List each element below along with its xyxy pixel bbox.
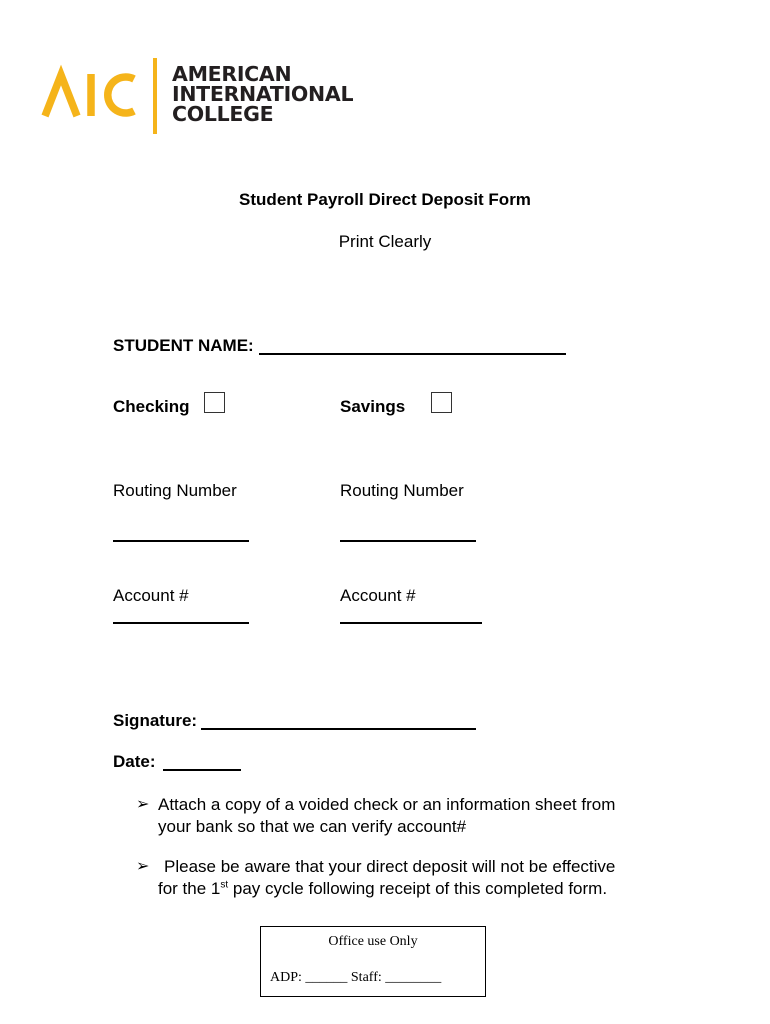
- arrow-bullet-icon: ➢: [136, 858, 150, 875]
- form-title: Student Payroll Direct Deposit Form: [239, 190, 531, 209]
- checking-checkbox[interactable]: [204, 392, 225, 413]
- savings-checkbox[interactable]: [431, 392, 452, 413]
- signature-field[interactable]: [201, 728, 476, 730]
- student-name-label: STUDENT NAME:: [113, 336, 254, 355]
- instruction-text: [158, 856, 658, 900]
- instruction-line: your bank so that we can verify account#: [158, 817, 467, 836]
- checking-account-label: Account #: [113, 586, 189, 605]
- logo-line-international: INTERNATIONAL: [172, 82, 354, 106]
- office-use-box: [260, 926, 486, 997]
- checking-routing-field[interactable]: [113, 540, 249, 542]
- savings-routing-field[interactable]: [340, 540, 476, 542]
- aic-logo-mark: [40, 58, 160, 134]
- form-subtitle: Print Clearly: [338, 232, 432, 251]
- checking-routing-label: Routing Number: [113, 481, 237, 500]
- instruction-text: [158, 794, 648, 838]
- instruction-fragment: for the 1: [158, 879, 221, 898]
- checking-label: Checking: [113, 397, 190, 416]
- office-use-title: Office use Only: [328, 934, 418, 949]
- date-label: Date:: [113, 752, 156, 771]
- logo-line-american: AMERICAN: [172, 62, 292, 86]
- savings-routing-label: Routing Number: [340, 481, 464, 500]
- date-field[interactable]: [163, 769, 241, 771]
- student-name-field[interactable]: [259, 353, 566, 355]
- instruction-fragment: pay cycle following receipt of this completed form.: [228, 879, 608, 898]
- instruction-line: Please be aware that your direct deposit will not be effective: [164, 857, 616, 876]
- arrow-bullet-icon: ➢: [136, 796, 150, 813]
- office-use-fields: ADP: ______ Staff: ________: [270, 970, 442, 985]
- signature-label: Signature:: [113, 711, 198, 730]
- checking-account-field[interactable]: [113, 622, 249, 624]
- ordinal-superscript: st: [220, 879, 229, 891]
- instruction-line: Attach a copy of a voided check or an information sheet from: [158, 795, 616, 814]
- instruction-line: [158, 878, 658, 900]
- savings-account-label: Account #: [340, 586, 416, 605]
- savings-label: Savings: [340, 397, 406, 416]
- logo-line-college: COLLEGE: [172, 102, 274, 126]
- savings-account-field[interactable]: [340, 622, 482, 624]
